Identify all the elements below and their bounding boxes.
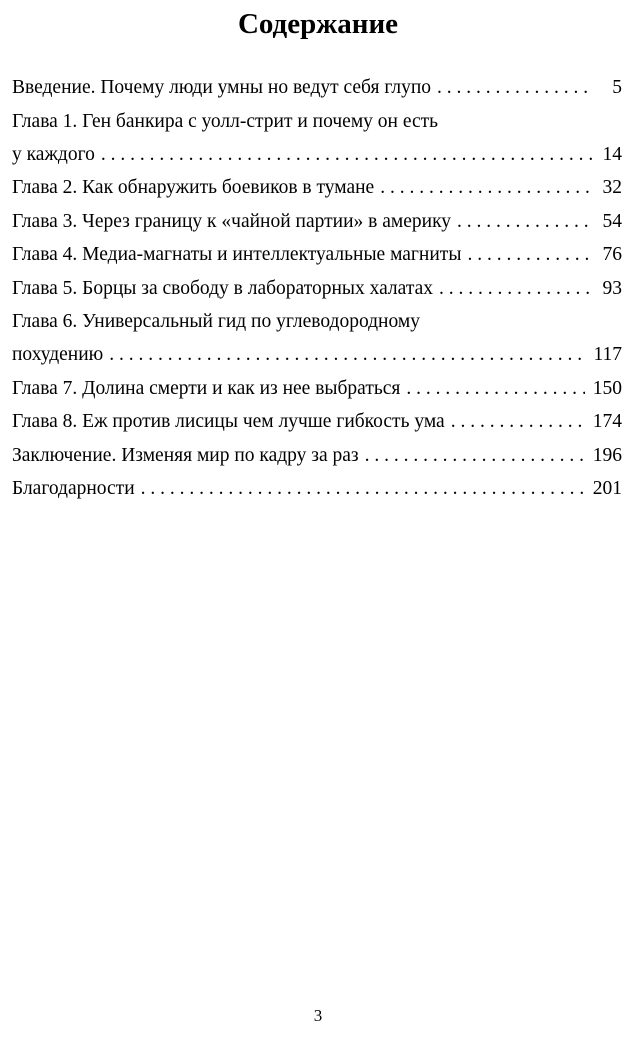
toc-entry-label: Глава 8. Еж против лисицы чем лучше гибкость ума <box>12 405 451 439</box>
toc-entry-page: 14 <box>602 143 622 165</box>
toc-entry-label: у каждого <box>12 138 101 172</box>
toc-entry-page: 117 <box>593 344 622 365</box>
toc-entry-label: Введение. Почему люди умны но ведут себя глупо <box>12 71 437 105</box>
toc-entry-label: Глава 4. Медиа-магнаты и интеллектуальные магниты <box>12 238 467 272</box>
dot-leader <box>380 171 592 205</box>
toc-entry-page: 196 <box>592 444 622 466</box>
toc-entry-label: Благодарности <box>12 472 141 506</box>
toc-entry-first-line: Глава 1. Ген банкира с уолл-стрит и почему он есть <box>12 110 439 132</box>
toc-entry-chapter-4 <box>12 238 622 272</box>
dot-leader <box>406 372 584 406</box>
toc-entry-page: 5 <box>612 77 622 98</box>
toc-entry-page: 93 <box>602 277 622 299</box>
toc-entry-conclusion <box>12 439 622 473</box>
toc-entry-label: Глава 3. Через границу к «чайной партии» в америку <box>12 205 457 239</box>
toc-entry-chapter-8 <box>12 405 622 439</box>
toc-entry-label: Глава 5. Борцы за свободу в лабораторных халатах <box>12 272 439 306</box>
dot-leader <box>457 205 592 239</box>
toc-entry-label: похудению <box>12 338 109 372</box>
toc-entry-chapter-6 <box>12 305 622 372</box>
toc-entry-chapter-2 <box>12 171 622 205</box>
toc-entry-chapter-1 <box>12 105 622 172</box>
dot-leader <box>365 439 585 473</box>
toc-entry-chapter-3 <box>12 205 622 239</box>
dot-leader <box>467 238 592 272</box>
toc-entry-page: 150 <box>592 377 622 399</box>
toc-entry-label: Глава 7. Долина смерти и как из нее выбраться <box>12 372 406 406</box>
page-title: Содержание <box>237 8 399 40</box>
table-of-contents <box>12 71 622 506</box>
toc-entry-page: 174 <box>592 411 622 432</box>
toc-entry-label: Глава 2. Как обнаружить боевиков в тумане <box>12 171 380 205</box>
toc-entry-page: 54 <box>602 210 622 232</box>
toc-entry-page: 32 <box>602 177 622 198</box>
dot-leader <box>451 405 585 439</box>
toc-entry-introduction <box>12 71 622 105</box>
dot-leader <box>437 71 592 105</box>
dot-leader <box>109 338 585 372</box>
dot-leader <box>439 272 592 306</box>
toc-entry-acknowledgements <box>12 472 622 506</box>
dot-leader <box>101 138 592 172</box>
toc-entry-chapter-7 <box>12 372 622 406</box>
toc-entry-page: 201 <box>592 478 622 499</box>
toc-entry-page: 76 <box>602 244 622 265</box>
page-number: 3 <box>313 1006 323 1025</box>
toc-entry-first-line: Глава 6. Универсальный гид по углеводородному <box>12 311 420 332</box>
dot-leader <box>141 472 585 506</box>
toc-entry-label: Заключение. Изменяя мир по кадру за раз <box>12 439 365 473</box>
toc-entry-chapter-5 <box>12 272 622 306</box>
